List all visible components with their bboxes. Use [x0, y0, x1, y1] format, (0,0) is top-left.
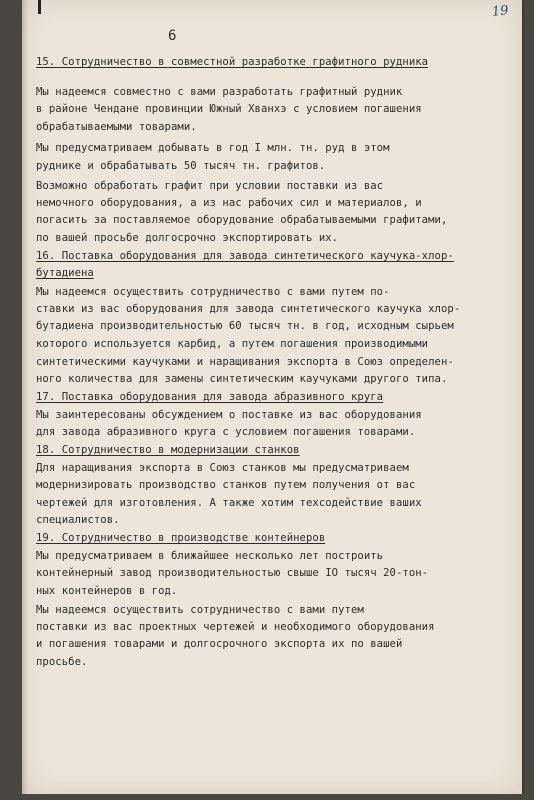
section-heading: 16. Поставка оборудования для завода синтетического каучука-хлор- — [36, 250, 454, 262]
text-line: и погашения товарами и долгосрочного экспорта их по вашей — [36, 638, 403, 650]
text-line: которого используется карбид, а путем погашения производимыми — [36, 338, 429, 350]
section-heading: 17. Поставка оборудования для завода абразивного круга — [36, 391, 384, 403]
section-heading: 18. Сотрудничество в модернизации станков — [36, 444, 300, 456]
text-line: Мы надеемся осуществить сотрудничество с вами путем по- — [36, 286, 390, 298]
page-edge-shadow — [22, 0, 28, 794]
text-line: обрабатываемыми товарами. — [36, 121, 197, 133]
text-line: ставки из вас оборудования для завода синтетического каучука хлор- — [36, 303, 461, 315]
page-number: 6 — [168, 28, 177, 44]
text-line: Мы предусматриваем в ближайшее несколько лет построить — [36, 550, 384, 562]
text-line: руднике и обрабатывать 50 тысяч тн. графитов. — [36, 160, 326, 172]
text-line: погасить за поставляемое оборудование обрабатываемыми графитами, — [36, 214, 448, 226]
text-line: синтетическими каучуками и наращивания экспорта в Союз определен- — [36, 356, 454, 368]
text-line: поставки из вас проектных чертежей и необходимого оборудования — [36, 621, 435, 633]
section-heading: 19. Сотрудничество в производстве контейнеров — [36, 532, 326, 544]
text-line: чертежей для изготовления. А также хотим техсодействие ваших — [36, 497, 422, 509]
text-line: для завода абразивного круга с условием погашения товарами. — [36, 426, 416, 438]
text-line: Возможно обработать графит при условии поставки из вас — [36, 180, 384, 192]
document-page — [22, 0, 524, 794]
text-line: по вашей просьбе долгосрочно экспортировать их. — [36, 232, 339, 244]
text-line: Мы надеемся совместно с вами разработать графитный рудник — [36, 86, 403, 98]
text-line: Мы надеемся осуществить сотрудничество с вами путем — [36, 604, 364, 616]
text-line: Мы предусматриваем добывать в год I млн. тн. руд в этом — [36, 142, 390, 154]
archive-page-number: 19 — [491, 3, 510, 20]
text-line: просьбе. — [36, 656, 88, 668]
text-line: ного количества для замены синтетическим каучуками другого типа. — [36, 373, 448, 385]
section-heading: 15. Сотрудничество в совместной разработке графитного рудника — [36, 56, 429, 68]
binding-mark — [38, 0, 41, 14]
text-line: контейнерный завод производительностью свыше IO тысяч 20-тон- — [36, 567, 429, 579]
section-heading: бутадиена — [36, 267, 94, 279]
text-line: бутадиена производительностью 60 тысяч тн. в год, исходным сырьем — [36, 320, 454, 332]
text-line: Мы заинтересованы обсуждением о поставке из вас оборудования — [36, 409, 422, 421]
text-line: специалистов. — [36, 514, 120, 526]
text-line: модернизировать производство станков путем получения от вас — [36, 479, 416, 491]
text-line: немочного оборудования, а из нас рабочих сил и материалов, и — [36, 197, 422, 209]
text-line: в районе Чендане провинции Южный Хванхэ с условием погашения — [36, 103, 422, 115]
text-line: ных контейнеров в год. — [36, 585, 178, 597]
text-line: Для наращивания экспорта в Союз станков мы предусматриваем — [36, 462, 409, 474]
